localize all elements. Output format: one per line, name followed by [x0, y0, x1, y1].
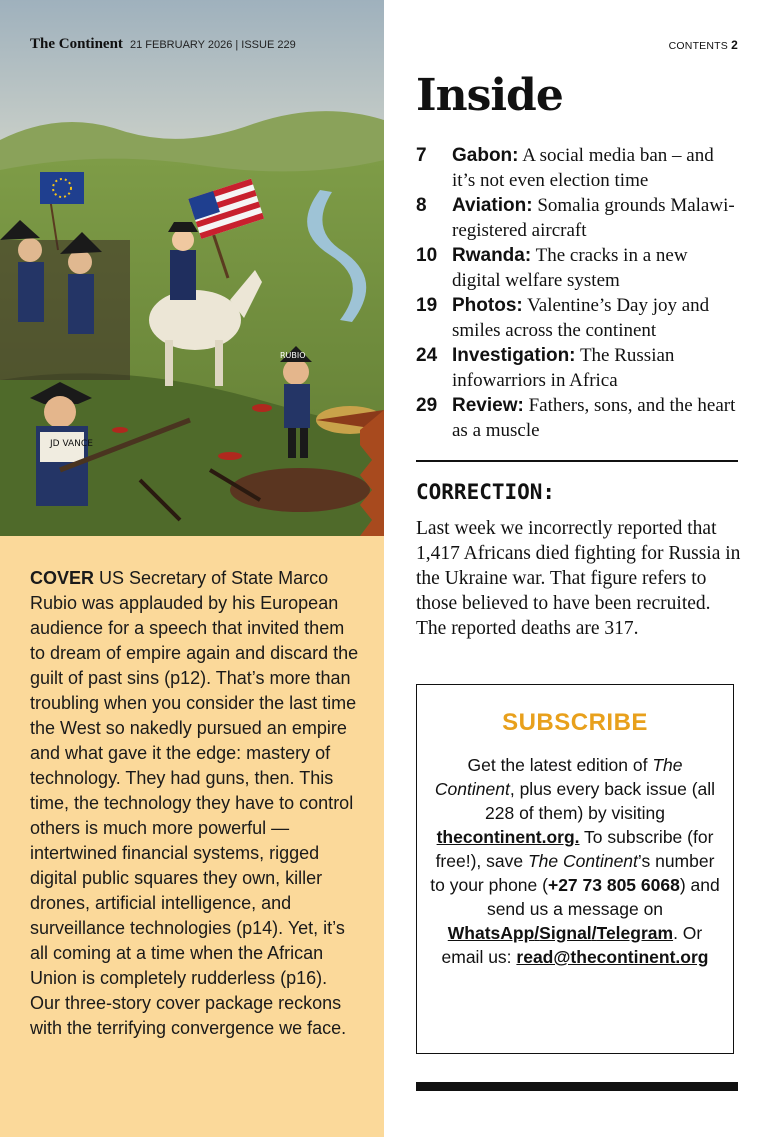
cover-body: US Secretary of State Marco Rubio was applauded by his European audience for a speech that invited them to dream of empire again and discard the guilt of past sins (p12). That’s more than troubling when you consider the last time the West so nakedly pursued an empire and what gave it the edge: mastery of technology. They had guns, then. This time, the technology they have to control others is much more powerful — intertwined financial systems, rigged digital public squares they own, killer drones, artificial intelligence, and surveillance technologies (p14). Yet, it’s all coming at a time when the African Union is completely rudderless (p16). Our three-story cover package reckons with the terrifying convergence we face. — [30, 568, 359, 1038]
website-link[interactable]: thecontinent.org. — [436, 827, 580, 847]
contents-topic: Photos: — [452, 295, 523, 316]
contents-headline: The Russian infowarriors in Africa — [452, 345, 675, 391]
whatsapp-link[interactable]: WhatsApp — [447, 923, 535, 943]
cover-lead: COVER — [30, 568, 95, 588]
correction-title: CORRECTION: — [416, 480, 556, 504]
contents-item[interactable] — [416, 143, 738, 193]
contents-list — [416, 143, 738, 443]
cover-description — [30, 566, 360, 1041]
masthead-edition: 21 FEBRUARY 2026 | ISSUE 229 — [130, 39, 296, 51]
phone-number: +27 73 805 6068 — [547, 875, 680, 895]
masthead — [30, 36, 296, 53]
subscribe-box — [416, 684, 734, 1054]
contents-topic: Investigation: — [452, 345, 576, 366]
contents-headline: Valentine’s Day joy and smiles across the continent — [452, 295, 710, 341]
contents-item[interactable] — [416, 243, 738, 293]
contents-item[interactable] — [416, 293, 738, 343]
contents-page-number: 24 — [416, 345, 438, 366]
contents-topic: Aviation: — [452, 195, 533, 216]
contents-topic: Review: — [452, 395, 524, 416]
contents-item[interactable] — [416, 343, 738, 393]
subscribe-body — [429, 753, 721, 969]
subscribe-text: , plus every back issue (all 228 of them) by visiting — [485, 779, 716, 823]
publication-name: The Continent — [527, 851, 638, 871]
contents-item[interactable] — [416, 193, 738, 243]
soldiers-left — [0, 220, 130, 380]
contents-page-number: 29 — [416, 395, 438, 416]
contents-headline: A social media ban – and it’s not even election time — [452, 145, 714, 191]
page-number: 2 — [731, 38, 738, 52]
footer-bar — [416, 1082, 738, 1091]
page-section: CONTENTS — [668, 40, 728, 52]
telegram-link[interactable]: Telegram — [596, 923, 674, 943]
contents-page-number: 19 — [416, 295, 438, 316]
publication-name: The Continent — [434, 755, 683, 799]
contents-page-number: 7 — [416, 145, 427, 166]
contents-headline: The cracks in a new digital welfare system — [452, 245, 688, 291]
subscribe-text: To subscribe (for free!), save — [435, 827, 714, 871]
inside-title: Inside — [416, 70, 563, 121]
email-link[interactable]: read@thecontinent.org — [516, 947, 709, 967]
contents-page-number: 10 — [416, 245, 438, 266]
subscribe-text: . Or email us: — [441, 923, 703, 967]
contents-headline: Somalia grounds Malawi-registered aircraft — [452, 195, 735, 241]
contents-headline: Fathers, sons, and the heart as a muscle — [452, 395, 736, 441]
contents-topic: Rwanda: — [452, 245, 532, 266]
subscribe-text: ) and send us a message on — [486, 875, 720, 919]
subscribe-text: ’s number to your phone ( — [430, 851, 715, 895]
contents-page-number: 8 — [416, 195, 427, 216]
contents-topic: Gabon: — [452, 145, 519, 166]
masthead-brand: The Continent — [30, 36, 123, 52]
subscribe-text: Get the latest edition of — [467, 755, 653, 775]
section-divider — [416, 460, 738, 462]
contents-item[interactable] — [416, 393, 738, 443]
link-separator: / — [591, 923, 597, 943]
cover-illustration — [0, 0, 384, 536]
signal-link[interactable]: Signal — [539, 923, 592, 943]
correction-text: Last week we incorrectly reported that 1,417 Africans died fighting for Russia in the Ukraine war. That figure refers to those believed to have been recruited. The reported deaths are 317. — [416, 518, 741, 639]
subscribe-title: SUBSCRIBE — [502, 709, 648, 736]
vance-label: JD VANCE — [50, 439, 93, 449]
cover-illustration-svg — [0, 0, 384, 536]
rubio-label: RUBIO — [280, 351, 306, 360]
page-label — [669, 38, 738, 52]
link-separator: / — [534, 923, 540, 943]
